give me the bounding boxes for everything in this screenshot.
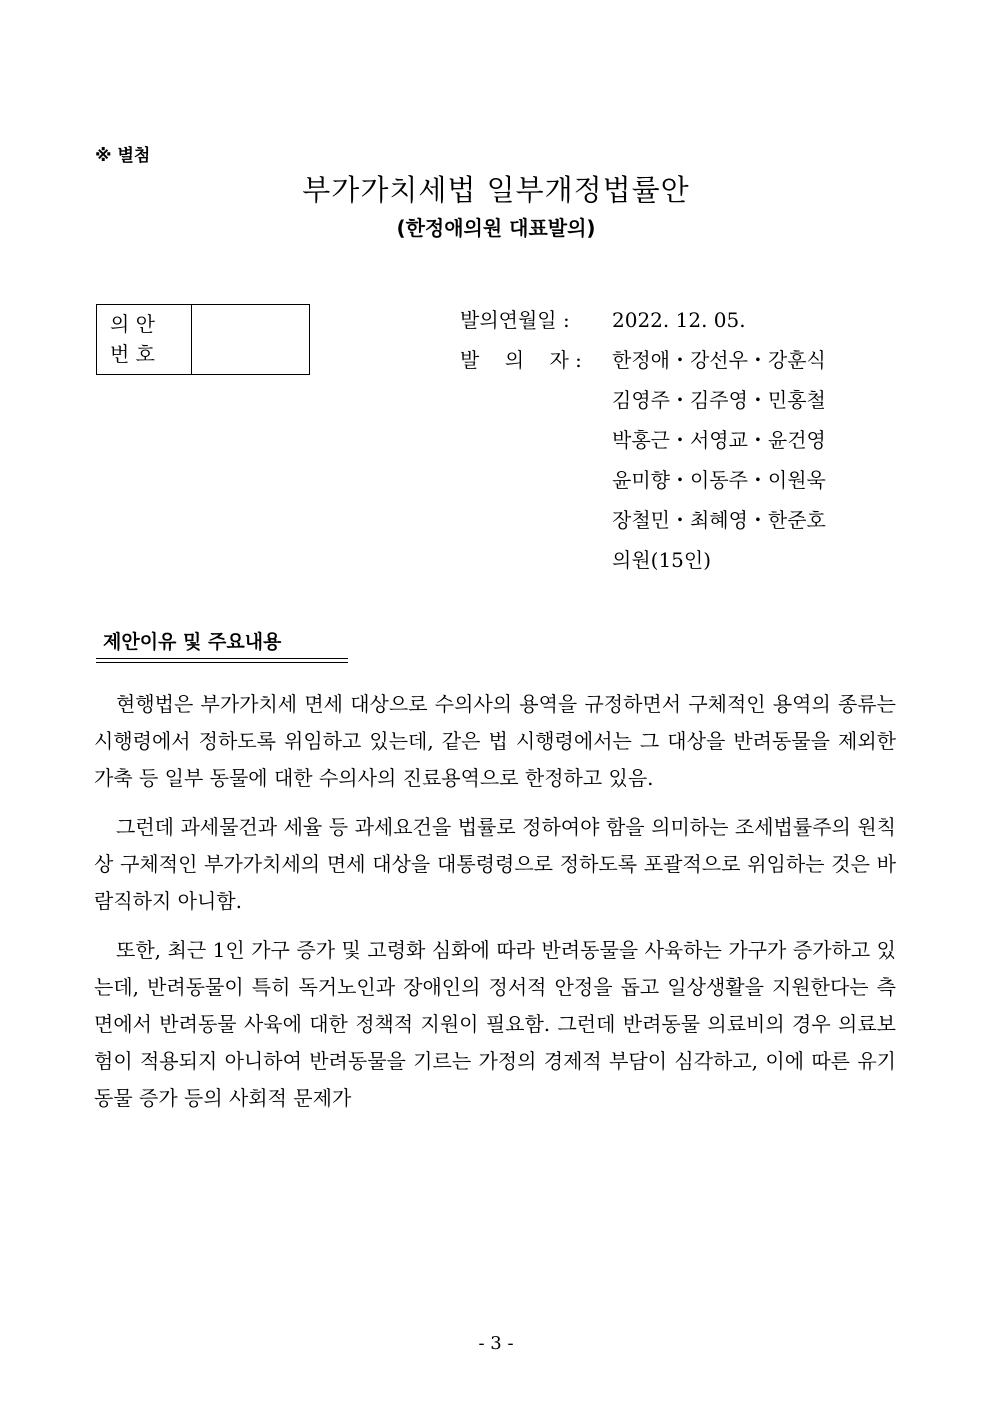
- proposer-line: 김영주・김주영・민홍철: [612, 388, 826, 412]
- bill-number-box: [96, 304, 310, 375]
- proposer-label: 발 의 자 :: [460, 348, 582, 372]
- proposer-line: 장철민・최혜영・한준호: [612, 508, 826, 532]
- bill-number-label-line1: 의 안: [110, 312, 155, 336]
- section-heading-underline: [96, 658, 348, 663]
- proposer-row: [460, 540, 826, 580]
- proposer-line: 윤미향・이동주・이원욱: [612, 468, 826, 492]
- bill-number-label-line2: 번 호: [110, 342, 155, 366]
- bill-number-label: [97, 305, 192, 374]
- bill-number-value: [192, 305, 309, 374]
- attachment-label: ※ 별첨: [95, 146, 151, 166]
- proposer-row: [460, 380, 826, 420]
- bill-title: 부가가치세법 일부개정법률안: [302, 173, 690, 207]
- proposer-row: [460, 420, 826, 460]
- body-paragraph: 현행법은 부가가치세 면세 대상으로 수의사의 용역을 규정하면서 구체적인 용역의 종류는 시행령에서 정하도록 위임하고 있는데, 같은 법 시행령에서는 그 대상을 반려동물을 제외한 가축 등 일부 동물에 대한 수의사의 진료용역으로 한정하고 있음.: [94, 692, 896, 790]
- body-paragraph: 그런데 과세물건과 세율 등 과세요건을 법률로 정하여야 함을 의미하는 조세법률주의 원칙상 구체적인 부가가치세의 면세 대상을 대통령령으로 정하도록 포괄적으로 위임하는 것은 바람직하지 아니함.: [94, 815, 896, 913]
- page-number: - 3 -: [478, 1333, 514, 1354]
- proposer-row: [460, 340, 826, 380]
- proposal-date-label: 발의연월일 :: [460, 308, 570, 332]
- body-paragraph: 또한, 최근 1인 가구 증가 및 고령화 심화에 따라 반려동물을 사육하는 가구가 증가하고 있는데, 반려동물이 특히 독거노인과 장애인의 정서적 안정을 돕고 일상생활을 지원한다는 측면에서 반려동물 사육에 대한 정책적 지원이 필요함. 그런데 반려동물 의료비의 경우 의료보험이 적용되지 아니하여 반려동물을 기르는 가정의 경제적 부담이 심각하고, 이에 따른 유기동물 증가 등의 사회적 문제가: [94, 938, 896, 1110]
- bill-subtitle: (한정애의원 대표발의): [396, 216, 596, 240]
- proposal-date-value: 2022. 12. 05.: [612, 308, 746, 332]
- proposer-line: 박홍근・서영교・윤건영: [612, 428, 826, 452]
- section-heading: 제안이유 및 주요내용: [103, 631, 282, 653]
- section-body: [94, 686, 896, 1117]
- proposer-line: 한정애・강선우・강훈식: [612, 348, 826, 372]
- proposer-row: [460, 500, 826, 540]
- bill-meta: [460, 300, 826, 580]
- proposer-count: 의원(15인): [612, 548, 712, 572]
- proposer-row: [460, 460, 826, 500]
- proposal-date-row: [460, 300, 826, 340]
